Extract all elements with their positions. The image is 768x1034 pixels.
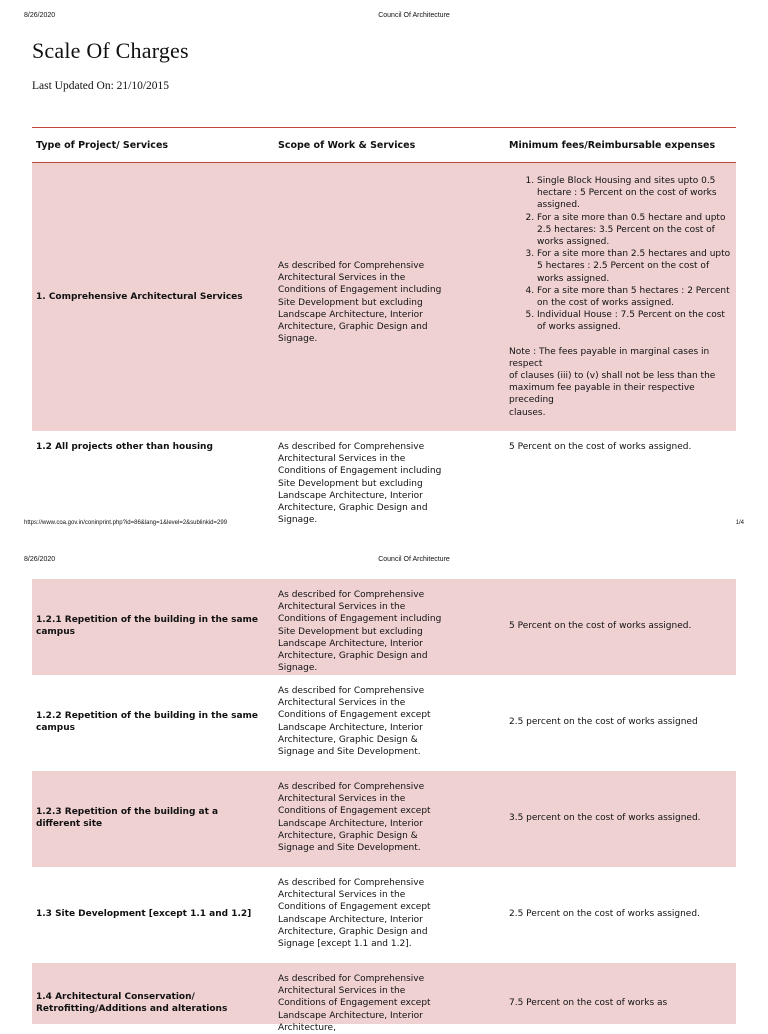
fees-list-item: 4. For a site more than 5 hectares : 2 Percent on the cost of works assigned. bbox=[537, 285, 735, 309]
fees-list-item: 1. Single Block Housing and sites upto 0.5 hectare : 5 Percent on the cost of works assigned. bbox=[537, 175, 735, 212]
table-row bbox=[32, 963, 736, 1033]
row-type: 1.2 All projects other than housing bbox=[36, 442, 213, 452]
fees-note-line: clauses. bbox=[509, 407, 546, 418]
row-fees: 2.5 Percent on the cost of works assigned. bbox=[509, 909, 700, 919]
row-scope: As described for Comprehensive Architectural Services in the Conditions of Engagement except Landscape Architecture, Interior Architecture, Graphic Design and Signage [except 1.1 and 1.2]. bbox=[278, 878, 431, 950]
header-fees: Minimum fees/Reimbursable expenses bbox=[509, 140, 716, 151]
fees-list-item: 5. Individual House : 7.5 Percent on the cost of works assigned. bbox=[537, 309, 735, 333]
row-type: 1.3 Site Development [except 1.1 and 1.2] bbox=[36, 909, 252, 919]
fees-note-line: Note : The fees payable in marginal cases in respect bbox=[509, 346, 710, 369]
print-site-name: Council Of Architecture bbox=[378, 556, 450, 563]
last-updated: Last Updated On: 21/10/2015 bbox=[32, 80, 170, 92]
row-fees: 3.5 percent on the cost of works assigned. bbox=[509, 813, 701, 823]
fees-list bbox=[509, 175, 735, 334]
row-type: 1.2.2 Repetition of the building in the same campus bbox=[36, 711, 259, 734]
row-scope: As described for Comprehensive Architectural Services in the Conditions of Engagement except Landscape Architecture, Interior Architecture, bbox=[278, 974, 431, 1033]
row-fees bbox=[509, 175, 735, 419]
row-scope: As described for Comprehensive Architectural Services in the Conditions of Engagement including Site Development but excluding Landscape Architecture, Interior Architecture, Graphic Design and Signage. bbox=[278, 442, 442, 526]
header-scope: Scope of Work & Services bbox=[278, 140, 416, 151]
row-fees: 5 Percent on the cost of works assigned. bbox=[509, 621, 692, 631]
print-date: 8/26/2020 bbox=[24, 12, 56, 19]
fees-list-item: 2. For a site more than 0.5 hectare and upto 2.5 hectares: 3.5 Percent on the cost of works assigned. bbox=[537, 212, 735, 249]
print-header bbox=[0, 556, 768, 568]
print-footer bbox=[0, 520, 768, 532]
print-date: 8/26/2020 bbox=[24, 556, 56, 563]
page-title: Scale Of Charges bbox=[32, 38, 189, 63]
print-url: https://www.coa.gov.in/coninprint.php?id=86&lang=1&level=2&sublinkid=299 bbox=[24, 520, 228, 526]
row-scope: As described for Comprehensive Architectural Services in the Conditions of Engagement including Site Development but excluding Landscape Architecture, Interior Architecture, Graphic Design and Signage. bbox=[278, 590, 442, 674]
row-scope: As described for Comprehensive Architectural Services in the Conditions of Engagement except Landscape Architecture, Interior Architecture, Graphic Design & Signage and Site Development. bbox=[278, 782, 431, 854]
table-row bbox=[32, 675, 736, 771]
fees-list-item: 3. For a site more than 2.5 hectares and upto 5 hectares : 2.5 Percent on the cost of works assigned. bbox=[537, 248, 735, 285]
row-type: 1. Comprehensive Architectural Services bbox=[36, 292, 243, 302]
fees-note-line: of clauses (iii) to (v) shall not be less than the maximum fee payable in their respective preceding bbox=[509, 371, 716, 406]
fees-note bbox=[509, 346, 735, 419]
row-type: 1.2.3 Repetition of the building at a different site bbox=[36, 807, 219, 830]
print-page-number: 1/4 bbox=[735, 520, 744, 526]
print-site-name: Council Of Architecture bbox=[378, 12, 450, 19]
row-scope: As described for Comprehensive Architectural Services in the Conditions of Engagement except Landscape Architecture, Interior Architecture, Graphic Design & Signage and Site Development. bbox=[278, 686, 431, 758]
row-type: 1.4 Architectural Conservation/ Retrofitting/Additions and alterations bbox=[36, 992, 228, 1015]
print-header bbox=[0, 12, 768, 24]
row-fees: 2.5 percent on the cost of works assigned bbox=[509, 717, 698, 727]
table-row bbox=[32, 163, 736, 431]
row-scope: As described for Comprehensive Architectural Services in the Conditions of Engagement including Site Development but excluding Landscape Architecture, Interior Architecture, Graphic Design and Signage. bbox=[278, 261, 442, 345]
table-row bbox=[32, 579, 736, 675]
header-type: Type of Project/ Services bbox=[36, 140, 169, 151]
row-fees: 5 Percent on the cost of works assigned. bbox=[509, 442, 692, 452]
row-fees: 7.5 Percent on the cost of works as bbox=[509, 998, 668, 1008]
table-row bbox=[32, 771, 736, 867]
row-type: 1.2.1 Repetition of the building in the same campus bbox=[36, 615, 259, 638]
table-row bbox=[32, 867, 736, 963]
table-top-rule bbox=[32, 127, 736, 128]
